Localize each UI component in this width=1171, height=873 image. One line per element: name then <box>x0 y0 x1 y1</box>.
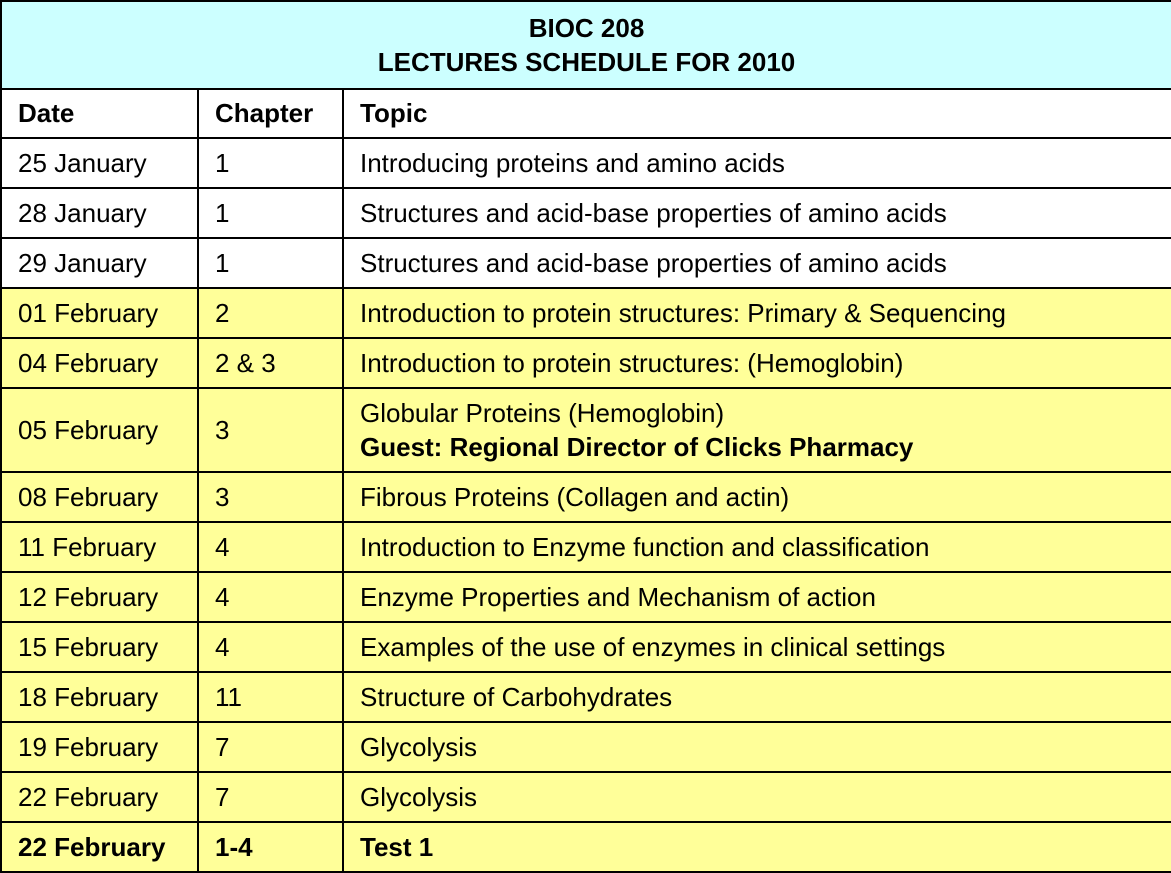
topic-cell: Structures and acid-base properties of amino acids <box>343 238 1171 288</box>
date-cell: 05 February <box>1 388 198 472</box>
table-row <box>1 572 1171 622</box>
schedule-heading: LECTURES SCHEDULE FOR 2010 <box>377 47 796 77</box>
date-cell: 11 February <box>1 522 198 572</box>
chapter-cell: 7 <box>198 722 343 772</box>
date-cell: 22 February <box>1 772 198 822</box>
course-code: BIOC 208 <box>528 13 645 43</box>
chapter-cell: 3 <box>198 472 343 522</box>
topic-cell: Introducing proteins and amino acids <box>343 138 1171 188</box>
chapter-cell: 1 <box>198 188 343 238</box>
chapter-cell: 3 <box>198 388 343 472</box>
topic-cell <box>343 388 1171 472</box>
table-row <box>1 388 1171 472</box>
date-cell: 01 February <box>1 288 198 338</box>
column-header-row <box>1 89 1171 138</box>
topic-cell: Introduction to protein structures: (Hemoglobin) <box>343 338 1171 388</box>
topic-cell: Introduction to protein structures: Primary & Sequencing <box>343 288 1171 338</box>
chapter-cell: 1 <box>198 138 343 188</box>
table-row <box>1 188 1171 238</box>
schedule-title <box>1 1 1171 89</box>
chapter-cell: 11 <box>198 672 343 722</box>
chapter-cell: 4 <box>198 622 343 672</box>
table-row <box>1 522 1171 572</box>
chapter-cell: 2 & 3 <box>198 338 343 388</box>
topic-cell: Structures and acid-base properties of amino acids <box>343 188 1171 238</box>
column-header-date: Date <box>1 89 198 138</box>
topic-cell: Structure of Carbohydrates <box>343 672 1171 722</box>
table-row <box>1 622 1171 672</box>
topic-cell: Glycolysis <box>343 772 1171 822</box>
table-row <box>1 772 1171 822</box>
topic-cell: Test 1 <box>343 822 1171 872</box>
table-row <box>1 672 1171 722</box>
date-cell: 29 January <box>1 238 198 288</box>
test-row <box>1 822 1171 872</box>
date-cell: 18 February <box>1 672 198 722</box>
chapter-cell: 4 <box>198 522 343 572</box>
topic-text: Globular Proteins (Hemoglobin) <box>360 398 725 428</box>
chapter-cell: 1 <box>198 238 343 288</box>
date-cell: 28 January <box>1 188 198 238</box>
topic-cell: Introduction to Enzyme function and classification <box>343 522 1171 572</box>
topic-cell: Glycolysis <box>343 722 1171 772</box>
chapter-cell: 2 <box>198 288 343 338</box>
date-cell: 08 February <box>1 472 198 522</box>
date-cell: 22 February <box>1 822 198 872</box>
title-row <box>1 1 1171 89</box>
chapter-cell: 4 <box>198 572 343 622</box>
date-cell: 12 February <box>1 572 198 622</box>
table-row <box>1 138 1171 188</box>
table-row <box>1 238 1171 288</box>
table-row <box>1 338 1171 388</box>
topic-cell: Enzyme Properties and Mechanism of action <box>343 572 1171 622</box>
topic-cell: Fibrous Proteins (Collagen and actin) <box>343 472 1171 522</box>
date-cell: 19 February <box>1 722 198 772</box>
date-cell: 04 February <box>1 338 198 388</box>
guest-note: Guest: Regional Director of Clicks Pharmacy <box>360 432 914 462</box>
chapter-cell: 7 <box>198 772 343 822</box>
table-row <box>1 722 1171 772</box>
date-cell: 25 January <box>1 138 198 188</box>
column-header-chapter: Chapter <box>198 89 343 138</box>
date-cell: 15 February <box>1 622 198 672</box>
column-header-topic: Topic <box>343 89 1171 138</box>
table-row <box>1 288 1171 338</box>
chapter-cell: 1-4 <box>198 822 343 872</box>
topic-cell: Examples of the use of enzymes in clinical settings <box>343 622 1171 672</box>
table-row <box>1 472 1171 522</box>
